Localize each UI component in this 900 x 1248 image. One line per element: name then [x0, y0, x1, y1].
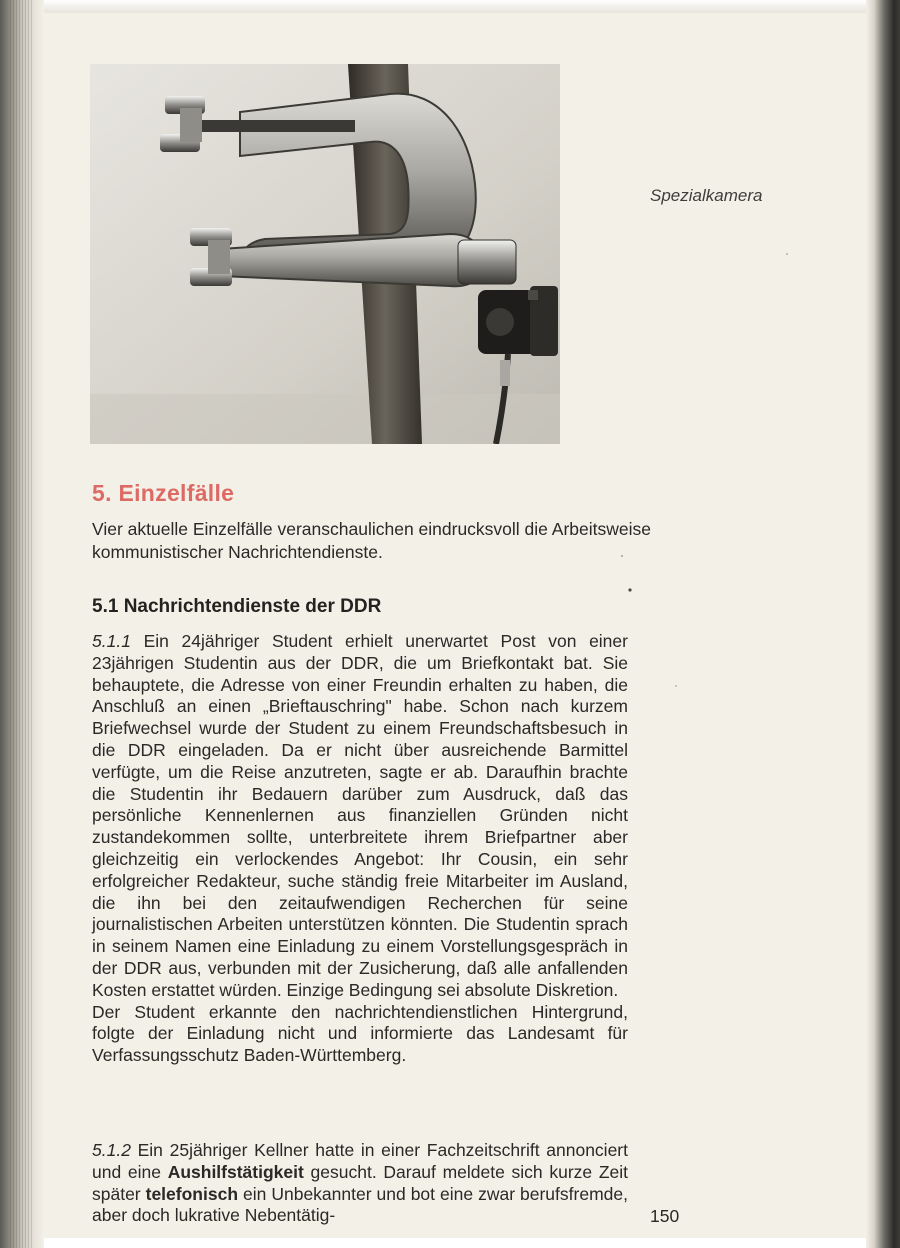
case-text-continued: Der Student erkannte den nachrichtendienstlichen Hintergrund, folgte der Einladung nicht und informierte das Landesamt für Verfassungsschutz Baden-Württemberg. [92, 1001, 628, 1066]
section-title: 5.1 Nachrichtendienste der DDR [92, 596, 382, 617]
case-number: 5.1.1 [92, 631, 131, 651]
case-paragraph-2 [92, 1140, 628, 1227]
case-text: Ein 25jähriger Kellner hatte in einer Fachzeitschrift annonciert und eine [92, 1140, 628, 1182]
case-text: ein Unbekannter und bot eine zwar berufsfremde, aber doch lukrative Nebentätig- [92, 1183, 628, 1226]
emphasis-term: Aushilfstätigkeit [167, 1161, 304, 1182]
intro-paragraph: Vier aktuelle Einzelfälle veranschaulichen eindrucksvoll die Arbeitsweise kommunistischer Nachrichtendienste. [92, 519, 652, 562]
clamp-camera-photo [90, 64, 560, 444]
running-head: Spezialkamera [650, 186, 763, 205]
emphasis-term: telefonisch [145, 1183, 239, 1204]
page-top-edge [0, 0, 900, 14]
case-text: gesucht. Darauf meldete sich kurze Zeit später [92, 1161, 628, 1204]
spine-page-edges [10, 0, 32, 1248]
case-number: 5.1.2 [92, 1140, 131, 1160]
page-right-edge [866, 0, 900, 1248]
case-text: Ein 24jähriger Student erhielt unerwartet Post von einer 23jährigen Studentin aus der DDR, die um Briefkontakt bat. Sie behauptete, die Adresse von einer Freundin erhalten zu haben, die Anschluß an einen „Brieftauschring" habe. Schon nach kurzem Briefwechsel wurde der Student zu einem Freundschaftsbesuch in die DDR eingeladen. Da er nicht über ausreichende Barmittel verfügte, um die Reise anzutreten, sagte er ab. Daraufhin brachte die Studentin ihr Bedauern darüber zum Ausdruck, daß das persönliche Kennenlernen aus finanziellen Gründen nicht zustandekommen sollte, unterbreitete ihrem Briefpartner aber gleichzeitig ein verlockendes Angebot: Ihr Cousin, ein sehr erfolgreicher Redakteur, suche ständig freie Mitarbeiter im Ausland, die ihn bei den zeitaufwendigen Recherchen für seine journalistischen Arbeiten unterstützen könnten. Die Studentin sprach in seinem Namen eine Einladung zu einem Vorstellungsgespräch in der DDR aus, verbunden mit der Zusicherung, daß alle anfallenden Kosten erstattet würden. Einzige Bedingung sei absolute Diskretion. [92, 631, 628, 1000]
case-paragraph-1 [92, 631, 628, 1067]
chapter-title: 5. Einzelfälle [92, 480, 235, 506]
page-number: 150 [650, 1206, 680, 1226]
